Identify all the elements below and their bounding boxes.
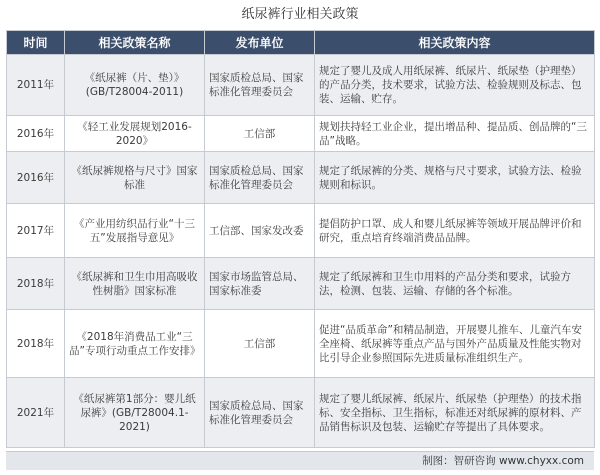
row-issuer: 国家质检总局、国家标准化管理委员会: [205, 55, 315, 116]
row-year: 2017年: [7, 204, 65, 258]
source-footer: [6, 451, 594, 470]
row-year: 2011年: [7, 55, 65, 116]
row-issuer: 国家质检总局、国家标准化管理委员会: [205, 152, 315, 204]
source-credit: 制图：智研咨询 www.chyxx.com: [422, 455, 584, 467]
row-policy-name: 《纸尿裤和卫生巾用高吸收性树脂》国家标准: [65, 258, 205, 310]
table-row: [7, 116, 595, 152]
row-issuer: 工信部、国家发改委: [205, 204, 315, 258]
row-policy-content: 规定了纸尿裤的分类、规格与尺寸要求，试验方法、检验规则和标识。: [315, 152, 595, 204]
row-policy-name: 《产业用纺织品行业“十三五”发展指导意见》: [65, 204, 205, 258]
row-policy-name: 《2018年消费品工业“三品”专项行动重点工作安排》: [65, 310, 205, 378]
table-row: [7, 258, 595, 310]
row-year: 2016年: [7, 152, 65, 204]
row-issuer: 工信部: [205, 116, 315, 152]
row-policy-content: 规定了纸尿裤和卫生巾用料的产品分类和要求，试验方法，检测、包装、运输、存储的各个标准。: [315, 258, 595, 310]
policy-table: [6, 30, 595, 448]
row-policy-content: 促进“品质革命”和精品制造，开展婴儿推车、儿童汽车安全座椅、纸尿裤等重点产品与国外产品质量及性能实物对比引导企业参照国际先进质量标准组织生产。: [315, 310, 595, 378]
header-policy-name: 相关政策名称: [65, 31, 205, 55]
row-policy-content: 提倡防护口罩、成人和婴儿纸尿裤等领域开展品牌评价和研究，重点培育终端消费品品牌。: [315, 204, 595, 258]
header-policy-content: 相关政策内容: [315, 31, 595, 55]
row-policy-content: 规定了婴儿纸尿裤、纸尿片、纸尿垫（护理垫）的技术指标、安全指标、卫生指标，标准还对纸尿裤的原材料、产品销售标识及包装、运输贮存等提出了具体要求。: [315, 378, 595, 448]
row-policy-name: 《轻工业发展规划2016-2020》: [65, 116, 205, 152]
row-year: 2021年: [7, 378, 65, 448]
row-issuer: 国家质检总局、国家标准化管理委员会: [205, 378, 315, 448]
row-policy-name: 《纸尿裤第1部分：婴儿纸尿裤》(GB/T28004.1-2021): [65, 378, 205, 448]
table-row: [7, 310, 595, 378]
row-policy-name: 《纸尿裤规格与尺寸》国家标准: [65, 152, 205, 204]
table-row: [7, 55, 595, 116]
table-row: [7, 152, 595, 204]
header-row: [7, 31, 595, 55]
row-policy-name: 《纸尿裤（片、垫）》(GB/T28004-2011): [65, 55, 205, 116]
row-issuer: 工信部: [205, 310, 315, 378]
row-year: 2016年: [7, 116, 65, 152]
header-year: 时间: [7, 31, 65, 55]
table-row: [7, 204, 595, 258]
table-title: 纸尿裤行业相关政策: [241, 7, 359, 22]
row-issuer: 国家市场监管总局、国家标准委: [205, 258, 315, 310]
row-year: 2018年: [7, 258, 65, 310]
table-row: [7, 378, 595, 448]
row-policy-content: 规划扶持轻工业企业，提出增品种、提品质、创品牌的“三品”战略。: [315, 116, 595, 152]
header-issuer: 发布单位: [205, 31, 315, 55]
row-policy-content: 规定了婴儿及成人用纸尿裤、纸尿片、纸尿垫（护理垫）的产品分类，技术要求，试验方法、检验规则及标志、包装、运输、贮存。: [315, 55, 595, 116]
row-year: 2018年: [7, 310, 65, 378]
